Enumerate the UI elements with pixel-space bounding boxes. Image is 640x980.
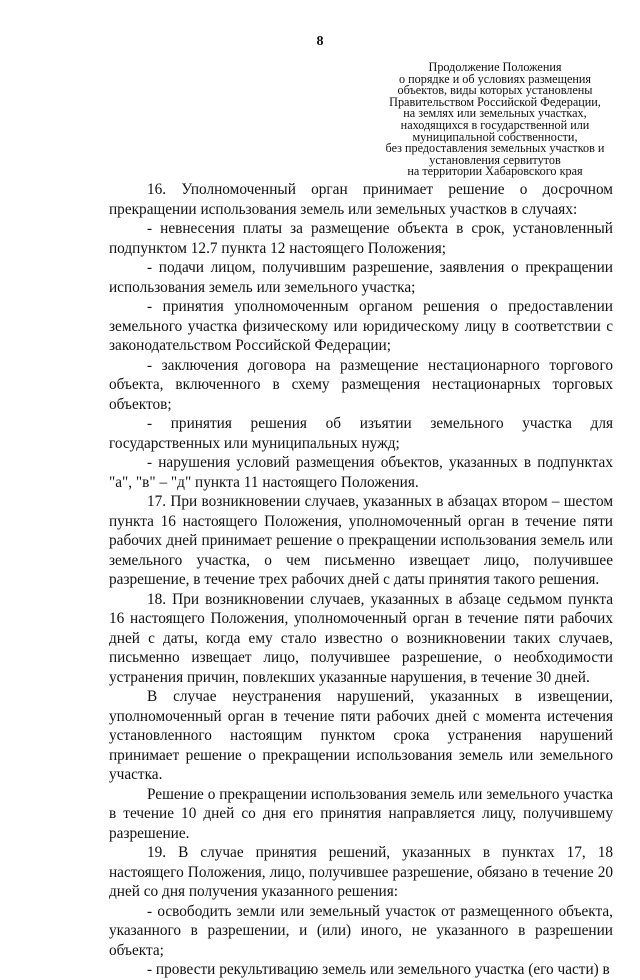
paragraph: 18. При возникновении случаев, указанных в абзаце седьмом пункта 16 настоящего Положения, уполномоченный орган в течение пяти рабочих дней с даты, когда ему стало известно о возникновении таких случаев, письменно извещает лицо, получившее разрешение, о необходимости устранения причин, повлекших указанные нарушения, в течение 30 дней.: [109, 590, 613, 686]
header-line: объектов, виды которых установлены: [397, 83, 593, 98]
paragraph: Решение о прекращении использования земель или земельного участка в течение 10 дней со дня его принятия направляется лицу, получившему разрешение.: [109, 785, 613, 842]
header-line: на землях или земельных участках,: [403, 106, 587, 121]
header-line: Правительством Российской Федерации,: [389, 94, 601, 109]
paragraph: 16. Уполномоченный орган принимает решение о досрочном прекращении использования земель или земельных участков в случаях:: [109, 181, 613, 218]
header-line: Продолжение Положения: [428, 60, 562, 74]
paragraph: 17. При возникновении случаев, указанных в абзацах втором – шестом пункта 16 настоящего Положения, уполномоченный орган в течение пяти рабочих дней принимает решение о прекращении использования земель или земельного участка, о чем письменно извещает лицо, получившее разрешение, в течение трех рабочих дней с даты принятия такого решения.: [109, 493, 613, 588]
paragraph: - принятия уполномоченным органом решения о предоставлении земельного участка физическому или юридическому лицу в соответствии с законодательством Российской Федерации;: [109, 298, 613, 354]
paragraph: - нарушения условий размещения объектов, указанных в подпунктах "а", "в" – "д" пункта 11 настоящего Положения.: [109, 454, 613, 491]
paragraph: - провести рекультивацию земель или земельного участка (его части) в: [147, 961, 610, 978]
paragraph: 19. В случае принятия решений, указанных в пунктах 17, 18 настоящего Положения, лицо, получившее разрешение, обязано в течение 20 дней со дня получения указанного решения:: [109, 844, 613, 900]
document-header: [360, 62, 630, 178]
paragraph: - принятия решения об изъятии земельного участка для государственных или муниципальных нужд;: [109, 415, 613, 452]
header-line: установления сервитутов: [429, 152, 561, 167]
paragraph: - невнесения платы за размещение объекта в срок, установленный подпунктом 12.7 пункта 12 настоящего Положения;: [109, 220, 613, 257]
header-line: о порядке и об условиях размещения: [398, 71, 592, 86]
paragraph: В случае неустранения нарушений, указанных в извещении, уполномоченный орган в течение пяти рабочих дней с момента истечения установленного настоящим пунктом срока устранения нарушений принимает решение о прекращении использования земель или земельного участка.: [109, 688, 613, 783]
paragraph: - заключения договора на размещение нестационарного торгового объекта, включенного в схему размещения нестационарных торговых объектов;: [109, 356, 613, 413]
document-body: [109, 180, 613, 980]
page-number: 8: [316, 34, 324, 49]
header-line: находящихся в государственной или: [400, 117, 590, 132]
header-line: без предоставления земельных участков и: [385, 141, 605, 156]
paragraph: - освободить земли или земельный участок от размещенного объекта, указанного в разрешении, и (или) иного, не указанного в разрешении объекта;: [109, 902, 613, 959]
header-line: муниципальной собственности,: [412, 129, 578, 144]
header-line: на территории Хабаровского края: [407, 164, 583, 179]
paragraph: - подачи лицом, получившим разрешение, заявления о прекращении использования земель или земельного участка;: [109, 259, 613, 296]
